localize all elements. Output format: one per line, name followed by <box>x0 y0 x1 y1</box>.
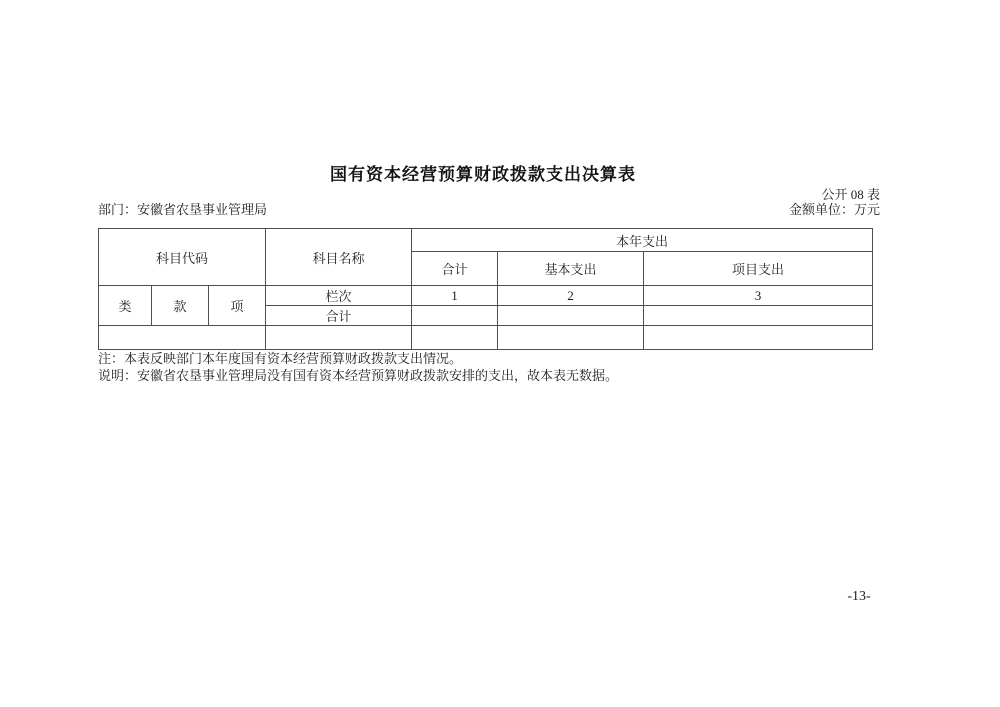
explanation-line: 说明：安徽省农垦事业管理局没有国有资本经营预算财政拨款安排的支出，故本表无数据。 <box>98 368 619 383</box>
total-row-value-project <box>644 306 873 326</box>
total-row-value-basic <box>498 306 644 326</box>
table-code-label: 公开 08 表 <box>821 187 880 202</box>
meta-row <box>98 199 880 218</box>
amount-unit-label: 金额单位：万元 <box>788 202 880 217</box>
empty-row-value-total <box>412 326 498 350</box>
header-project-expenditure: 项目支出 <box>644 252 873 286</box>
header-row-index-label: 栏次 <box>266 286 412 306</box>
header-class: 类 <box>99 286 152 326</box>
expenditure-table <box>98 228 873 350</box>
empty-row-value-basic <box>498 326 644 350</box>
header-current-year-expenditure: 本年支出 <box>412 229 873 252</box>
column-number-3: 3 <box>644 286 873 306</box>
page-title: 国有资本经营预算财政拨款支出决算表 <box>330 165 636 184</box>
note-line: 注：本表反映部门本年度国有资本经营预算财政拨款支出情况。 <box>98 351 463 366</box>
total-row-value-total <box>412 306 498 326</box>
total-row-label: 合计 <box>266 306 412 326</box>
column-number-1: 1 <box>412 286 498 306</box>
header-total: 合计 <box>412 252 498 286</box>
empty-row-value-project <box>644 326 873 350</box>
header-section: 款 <box>152 286 209 326</box>
header-subject-name: 科目名称 <box>266 229 412 286</box>
empty-row-subject-code <box>99 326 266 350</box>
table-header-row-1 <box>99 229 873 252</box>
header-subject-code: 科目代码 <box>99 229 266 286</box>
header-basic-expenditure: 基本支出 <box>498 252 644 286</box>
empty-row-subject-name <box>266 326 412 350</box>
page-number: -13- <box>847 589 871 604</box>
table-column-index-row <box>99 286 873 306</box>
header-item: 项 <box>209 286 266 326</box>
notes-block <box>98 350 618 384</box>
empty-data-row <box>99 326 873 350</box>
column-number-2: 2 <box>498 286 644 306</box>
department-label: 部门：安徽省农垦事业管理局 <box>98 202 268 217</box>
